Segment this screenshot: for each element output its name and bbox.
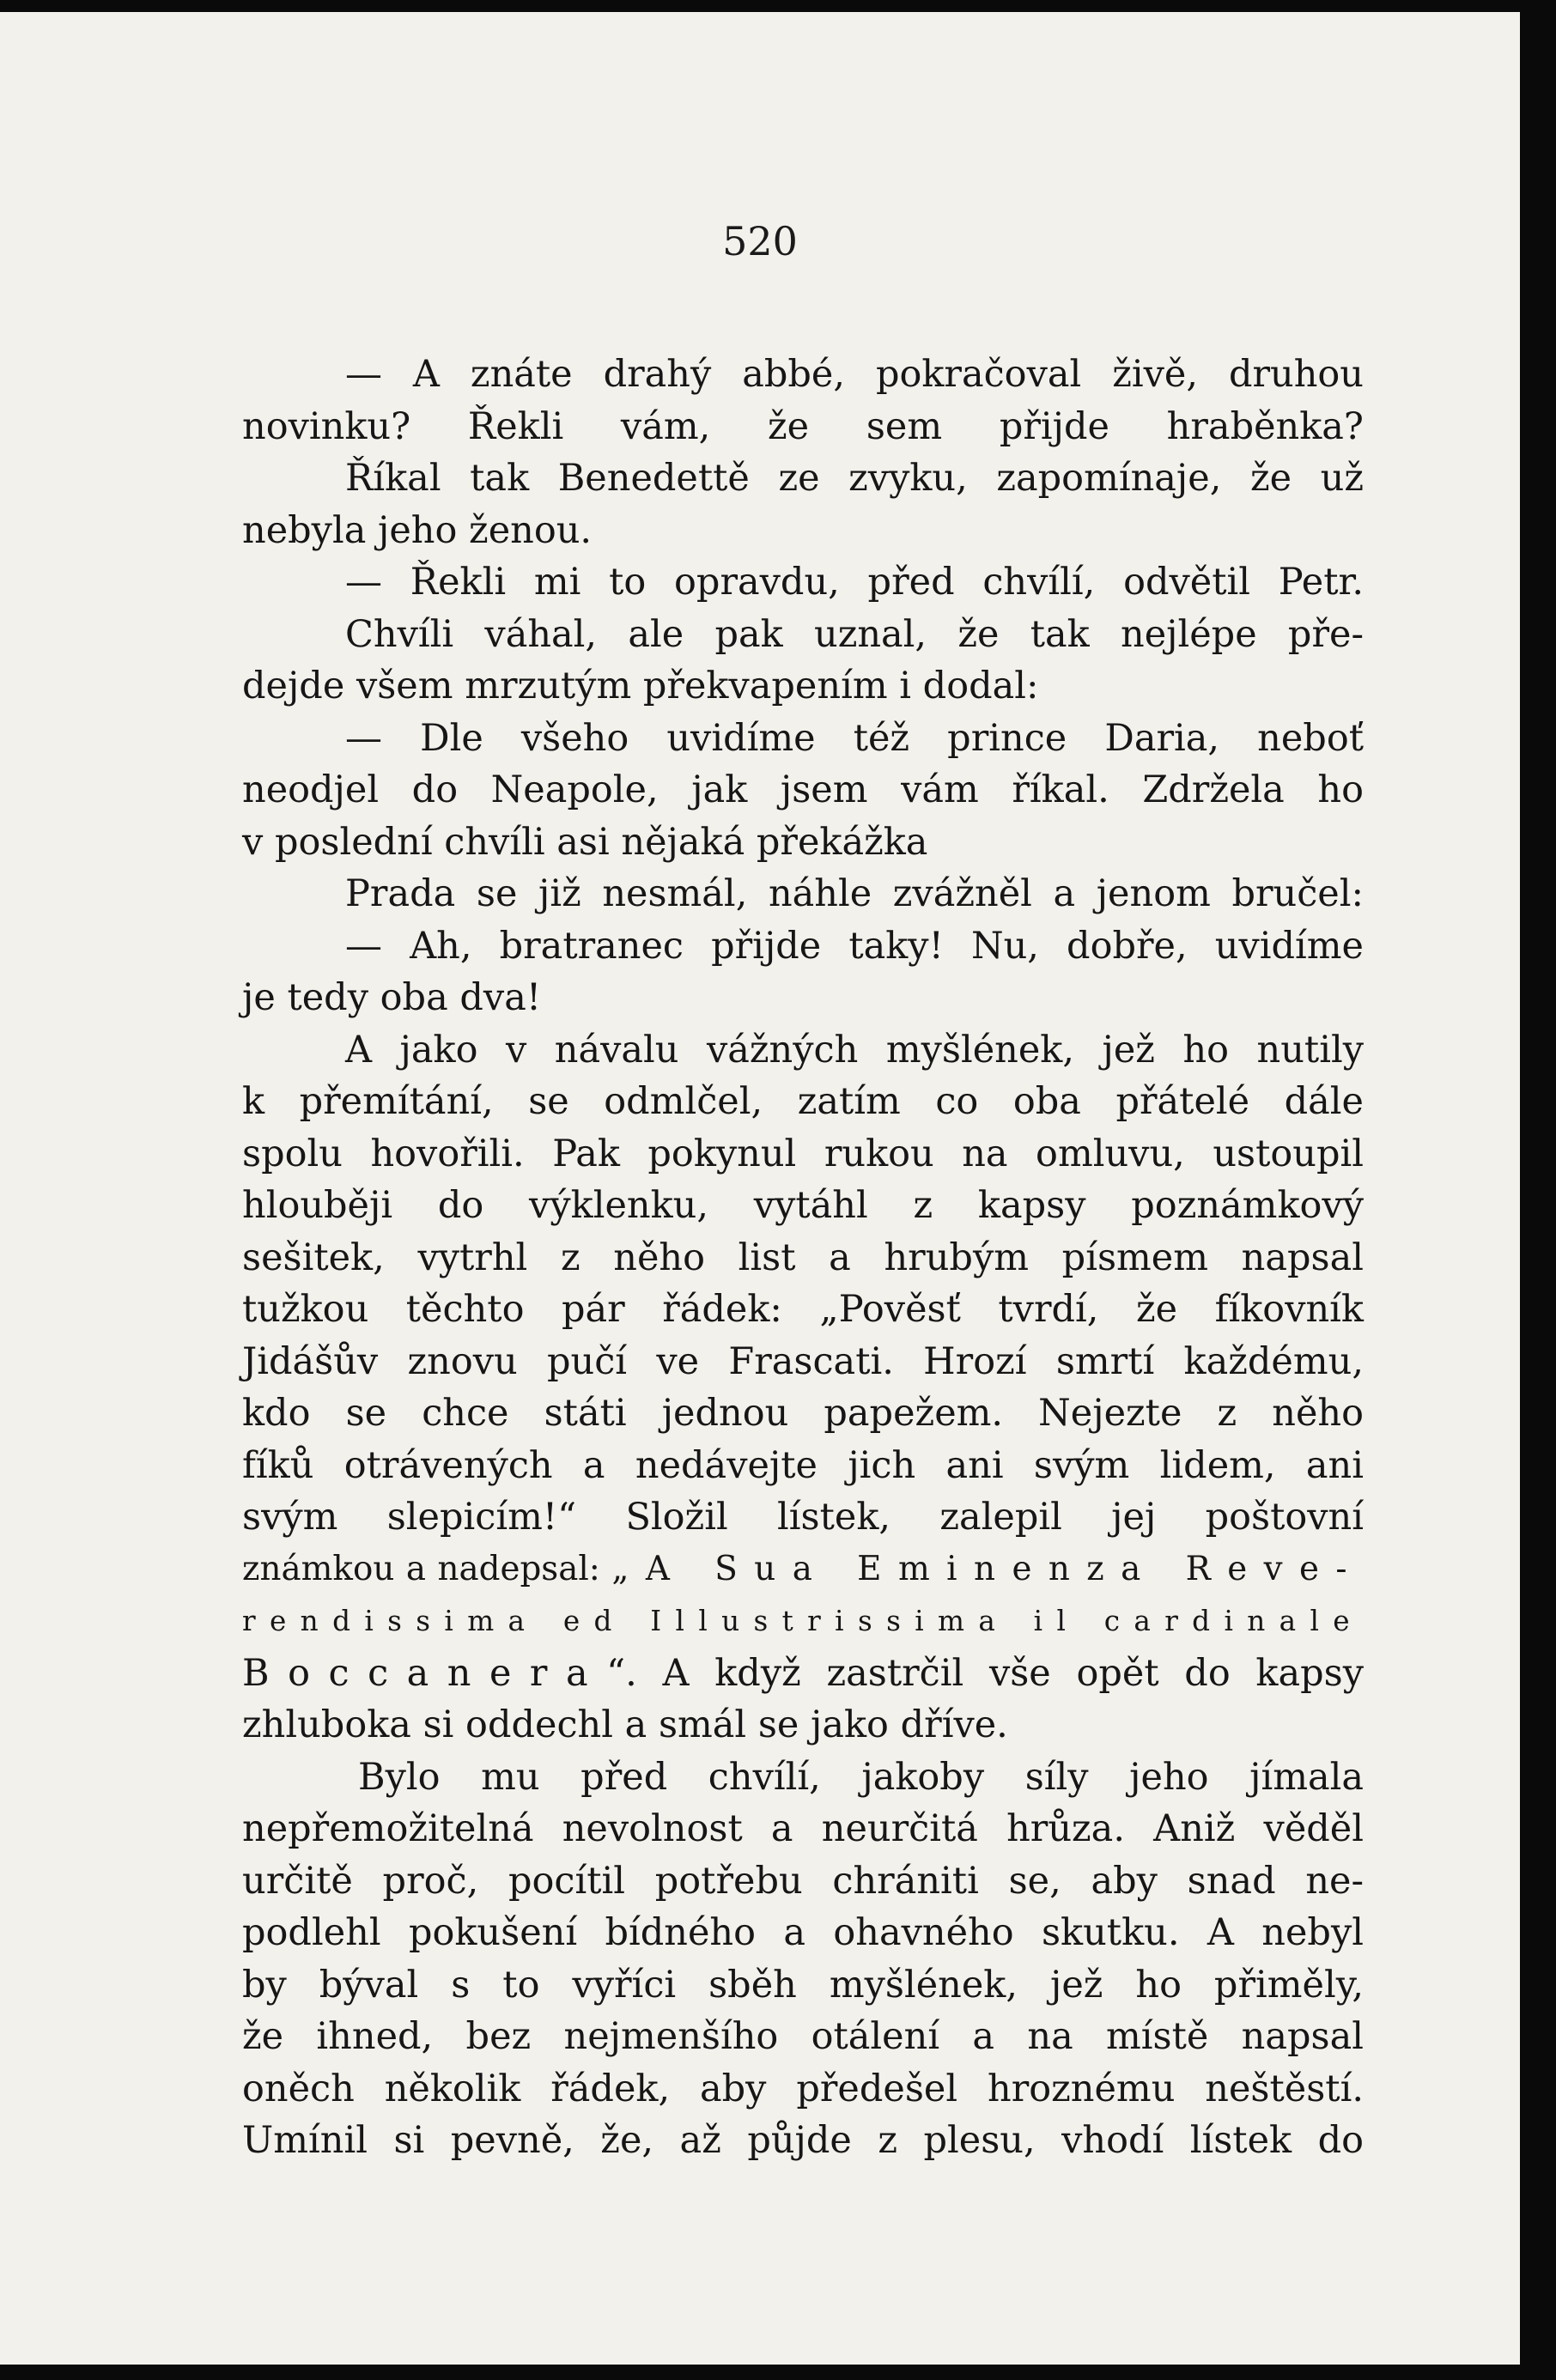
text-line: neodjel do Neapole, jak jsem vám říkal. Zdržela ho: [242, 768, 1364, 811]
book-page: [0, 12, 1520, 2365]
text-line: tužkou těchto pár řádek: „Pověsť tvrdí, že fíkovník: [242, 1288, 1364, 1331]
text-line: nebyla jeho ženou.: [242, 508, 593, 552]
text-line: zhluboka si oddechl a smál se jako dříve.: [242, 1703, 1008, 1746]
body-text: [242, 349, 1364, 2167]
text-line: známkou a nadepsal: „A Sua Eminenza Reve-: [242, 1549, 1364, 1588]
text-line: kdo se chce státi jednou papežem. Nejezte z něho: [242, 1392, 1364, 1435]
text-line: svým slepicím!“ Složil lístek, zalepil jej poštovní: [242, 1496, 1364, 1539]
text-line: novinku? Řekli vám, že sem přijde hraběnka?: [242, 404, 1364, 448]
text-line: Říkal tak Benedettě ze zvyku, zapomínaje, že už: [345, 457, 1364, 500]
text-line: — Dle všeho uvidíme též prince Daria, neboť: [345, 716, 1364, 760]
text-line: — Ah, bratranec přijde taky! Nu, dobře, uvidíme: [345, 924, 1364, 968]
text-line: nepřemožitelná nevolnost a neurčitá hrůza. Aniž věděl: [242, 1807, 1364, 1850]
text-line: dejde všem mrzutým překvapením i dodal:: [242, 665, 1039, 707]
text-line: sešitek, vytrhl z něho list a hrubým písmem napsal: [242, 1236, 1364, 1279]
text-line: hlouběji do výklenku, vytáhl z kapsy poznámkový: [242, 1184, 1364, 1227]
text-line: — Řekli mi to opravdu, před chvílí, odvětil Petr.: [345, 561, 1364, 604]
text-line: oněch několik řádek, aby předešel hroznému neštěstí.: [242, 2067, 1364, 2110]
page-number: 520: [722, 218, 798, 264]
text-line: by býval s to vyříci sběh myšlének, jež ho přiměly,: [242, 1963, 1364, 2007]
text-line: rendissima ed Illustrissima il cardinale: [242, 1605, 1364, 1637]
text-line: Jidášův znovu pučí ve Frascati. Hrozí smrtí každému,: [242, 1339, 1364, 1383]
text-line: je tedy oba dva!: [242, 976, 542, 1019]
text-line: Boccanera“. A když zastrčil vše opět do kapsy: [242, 1651, 1364, 1695]
text-line: A jako v návalu vážných myšlének, jež ho nutily: [345, 1028, 1364, 1072]
text-line: spolu hovořili. Pak pokynul rukou na omluvu, ustoupil: [242, 1132, 1364, 1175]
text-line: Bylo mu před chvílí, jakoby síly jeho jímala: [358, 1755, 1364, 1799]
text-line: podlehl pokušení bídného a ohavného skutku. A nebyl: [242, 1911, 1364, 1954]
text-line: určitě proč, pocítil potřebu chrániti se, aby snad ne-: [242, 1859, 1364, 1903]
text-line: fíků otrávených a nedávejte jich ani svým lidem, ani: [242, 1443, 1364, 1487]
text-line: v poslední chvíli asi nějaká překážka: [242, 820, 928, 864]
spaced-text: Boccanera: [242, 1651, 607, 1695]
text-line: Chvíli váhal, ale pak uznal, že tak nejlépe pře-: [345, 612, 1364, 656]
text-line: že ihned, bez nejmenšího otálení a na místě napsal: [242, 2015, 1364, 2058]
text-line: Umínil si pevně, že, až půjde z plesu, vhodí lístek do: [242, 2119, 1364, 2162]
text-line: k přemítání, se odmlčel, zatím co oba přátelé dále: [242, 1080, 1364, 1123]
text-line: — A znáte drahý abbé, pokračoval živě, druhou: [345, 353, 1364, 396]
scan-border: [1520, 0, 1556, 2380]
spaced-text: „A Sua Eminenza Reve-: [611, 1549, 1364, 1588]
text-line: Prada se již nesmál, náhle zvážněl a jenom bručel:: [345, 872, 1364, 915]
